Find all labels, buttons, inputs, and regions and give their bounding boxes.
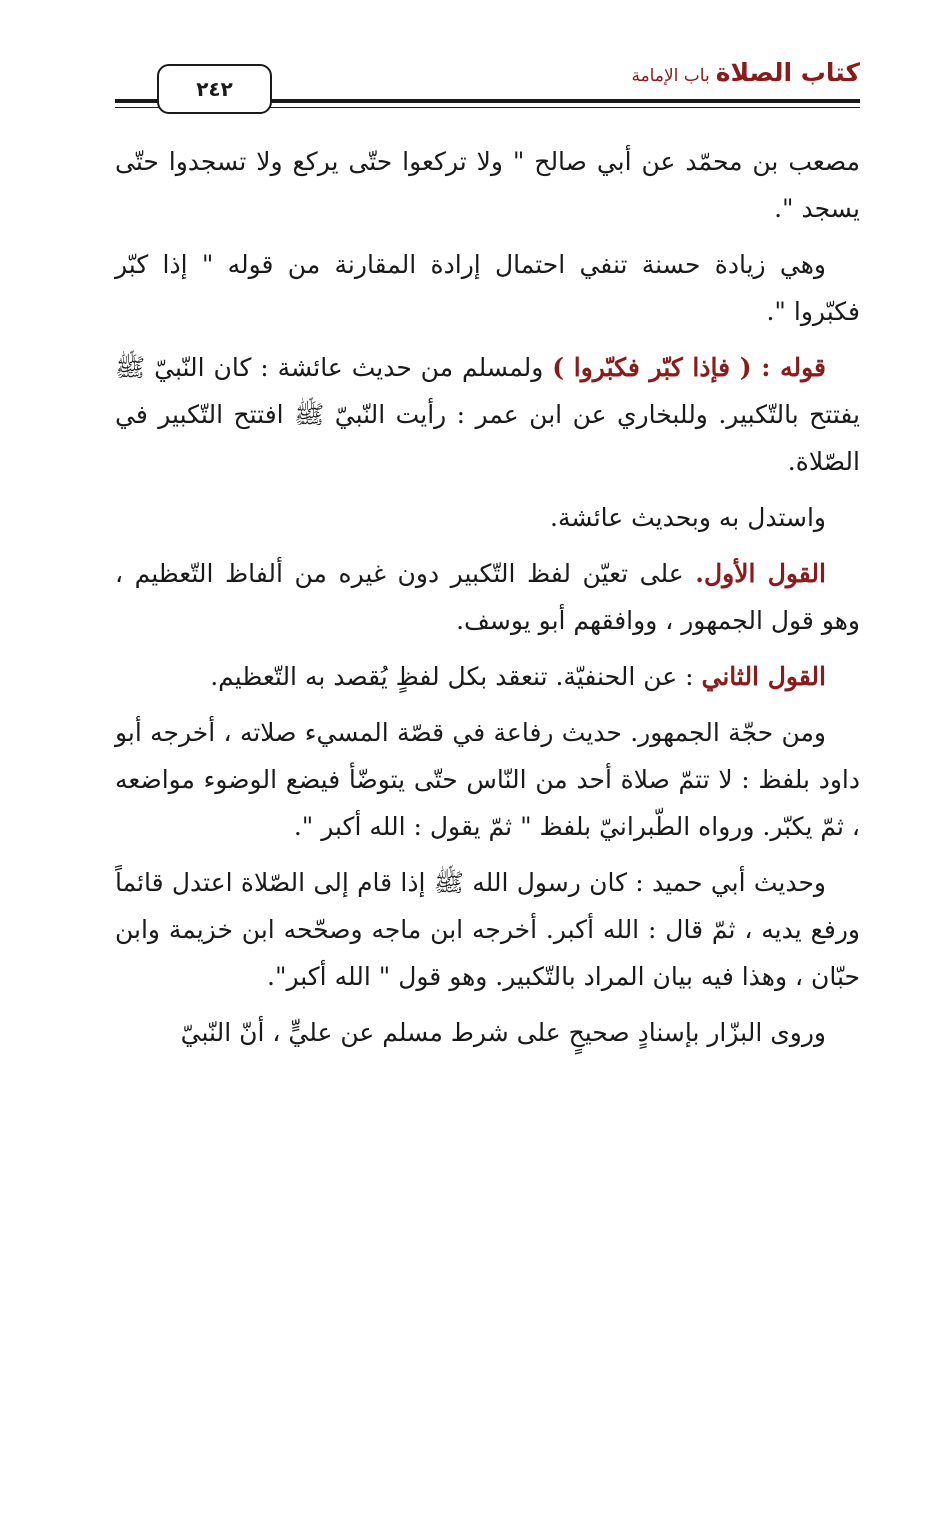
page-header: [115, 52, 860, 122]
running-title: [631, 58, 860, 87]
paragraph-text: وروى البزّار بإسنادٍ صحيحٍ على شرط مسلم عن عليٍّ ، أنّ النّبيّ: [180, 1018, 826, 1047]
paragraph-text: ولمسلم من حديث عائشة : كان النّبيّ ﷺ يفتتح بالتّكبير. وللبخاري عن ابن عمر : رأيت النّبيّ ﷺ افتتح التّكبير في الصّلاة.: [115, 353, 860, 476]
paragraph-text: واستدل به وبحديث عائشة.: [550, 503, 826, 532]
paragraph-1: [115, 138, 860, 232]
paragraph-6: [115, 653, 860, 700]
paragraph-text: : عن الحنفيّة. تنعقد بكل لفظٍ يُقصد به التّعظيم.: [210, 662, 702, 691]
quoted-hadith-lead: قوله : ( فإذا كبّر فكبّروا ): [552, 353, 826, 382]
paragraph-text: ومن حجّة الجمهور. حديث رفاعة في قصّة المسيء صلاته ، أخرجه أبو داود بلفظ : لا تتمّ صلاة أحد من النّاس حتّى يتوضّأ فيضع الوضوء مواضعه ، ثمّ يكبّر. ورواه الطّبرانيّ بلفظ " ثمّ يقول : الله أكبر ".: [115, 718, 860, 841]
second-opinion-heading: القول الثاني: [701, 662, 826, 691]
paragraph-4: [115, 494, 860, 541]
paragraph-9: [115, 1009, 860, 1056]
page-body: [115, 138, 860, 1065]
paragraph-text: على تعيّن لفظ التّكبير دون غيره من ألفاظ التّعظيم ، وهو قول الجمهور ، ووافقهم أبو يوسف.: [115, 559, 860, 635]
paragraph-7: [115, 709, 860, 850]
book-name: كتاب الصلاة: [715, 58, 860, 87]
paragraph-3: [115, 344, 860, 485]
first-opinion-heading: القول الأول.: [695, 559, 826, 588]
paragraph-2: [115, 241, 860, 335]
page-number: ٢٤٢: [157, 64, 272, 114]
paragraph-text: وحديث أبي حميد : كان رسول الله ﷺ إذا قام إلى الصّلاة اعتدل قائماً ورفع يديه ، ثمّ قال : الله أكبر. أخرجه ابن ماجه وصحّحه ابن خزيمة وابن حبّان ، وهذا فيه بيان المراد بالتّكبير. وهو قول " الله أكبر".: [115, 868, 860, 991]
paragraph-text: مصعب بن محمّد عن أبي صالح " ولا تركعوا حتّى يركع ولا تسجدوا حتّى يسجد ".: [115, 147, 860, 223]
chapter-name: باب الإمامة: [631, 66, 710, 86]
paragraph-8: [115, 859, 860, 1000]
paragraph-text: وهي زيادة حسنة تنفي احتمال إرادة المقارنة من قوله " إذا كبّر فكبّروا ".: [115, 250, 860, 326]
paragraph-5: [115, 550, 860, 644]
